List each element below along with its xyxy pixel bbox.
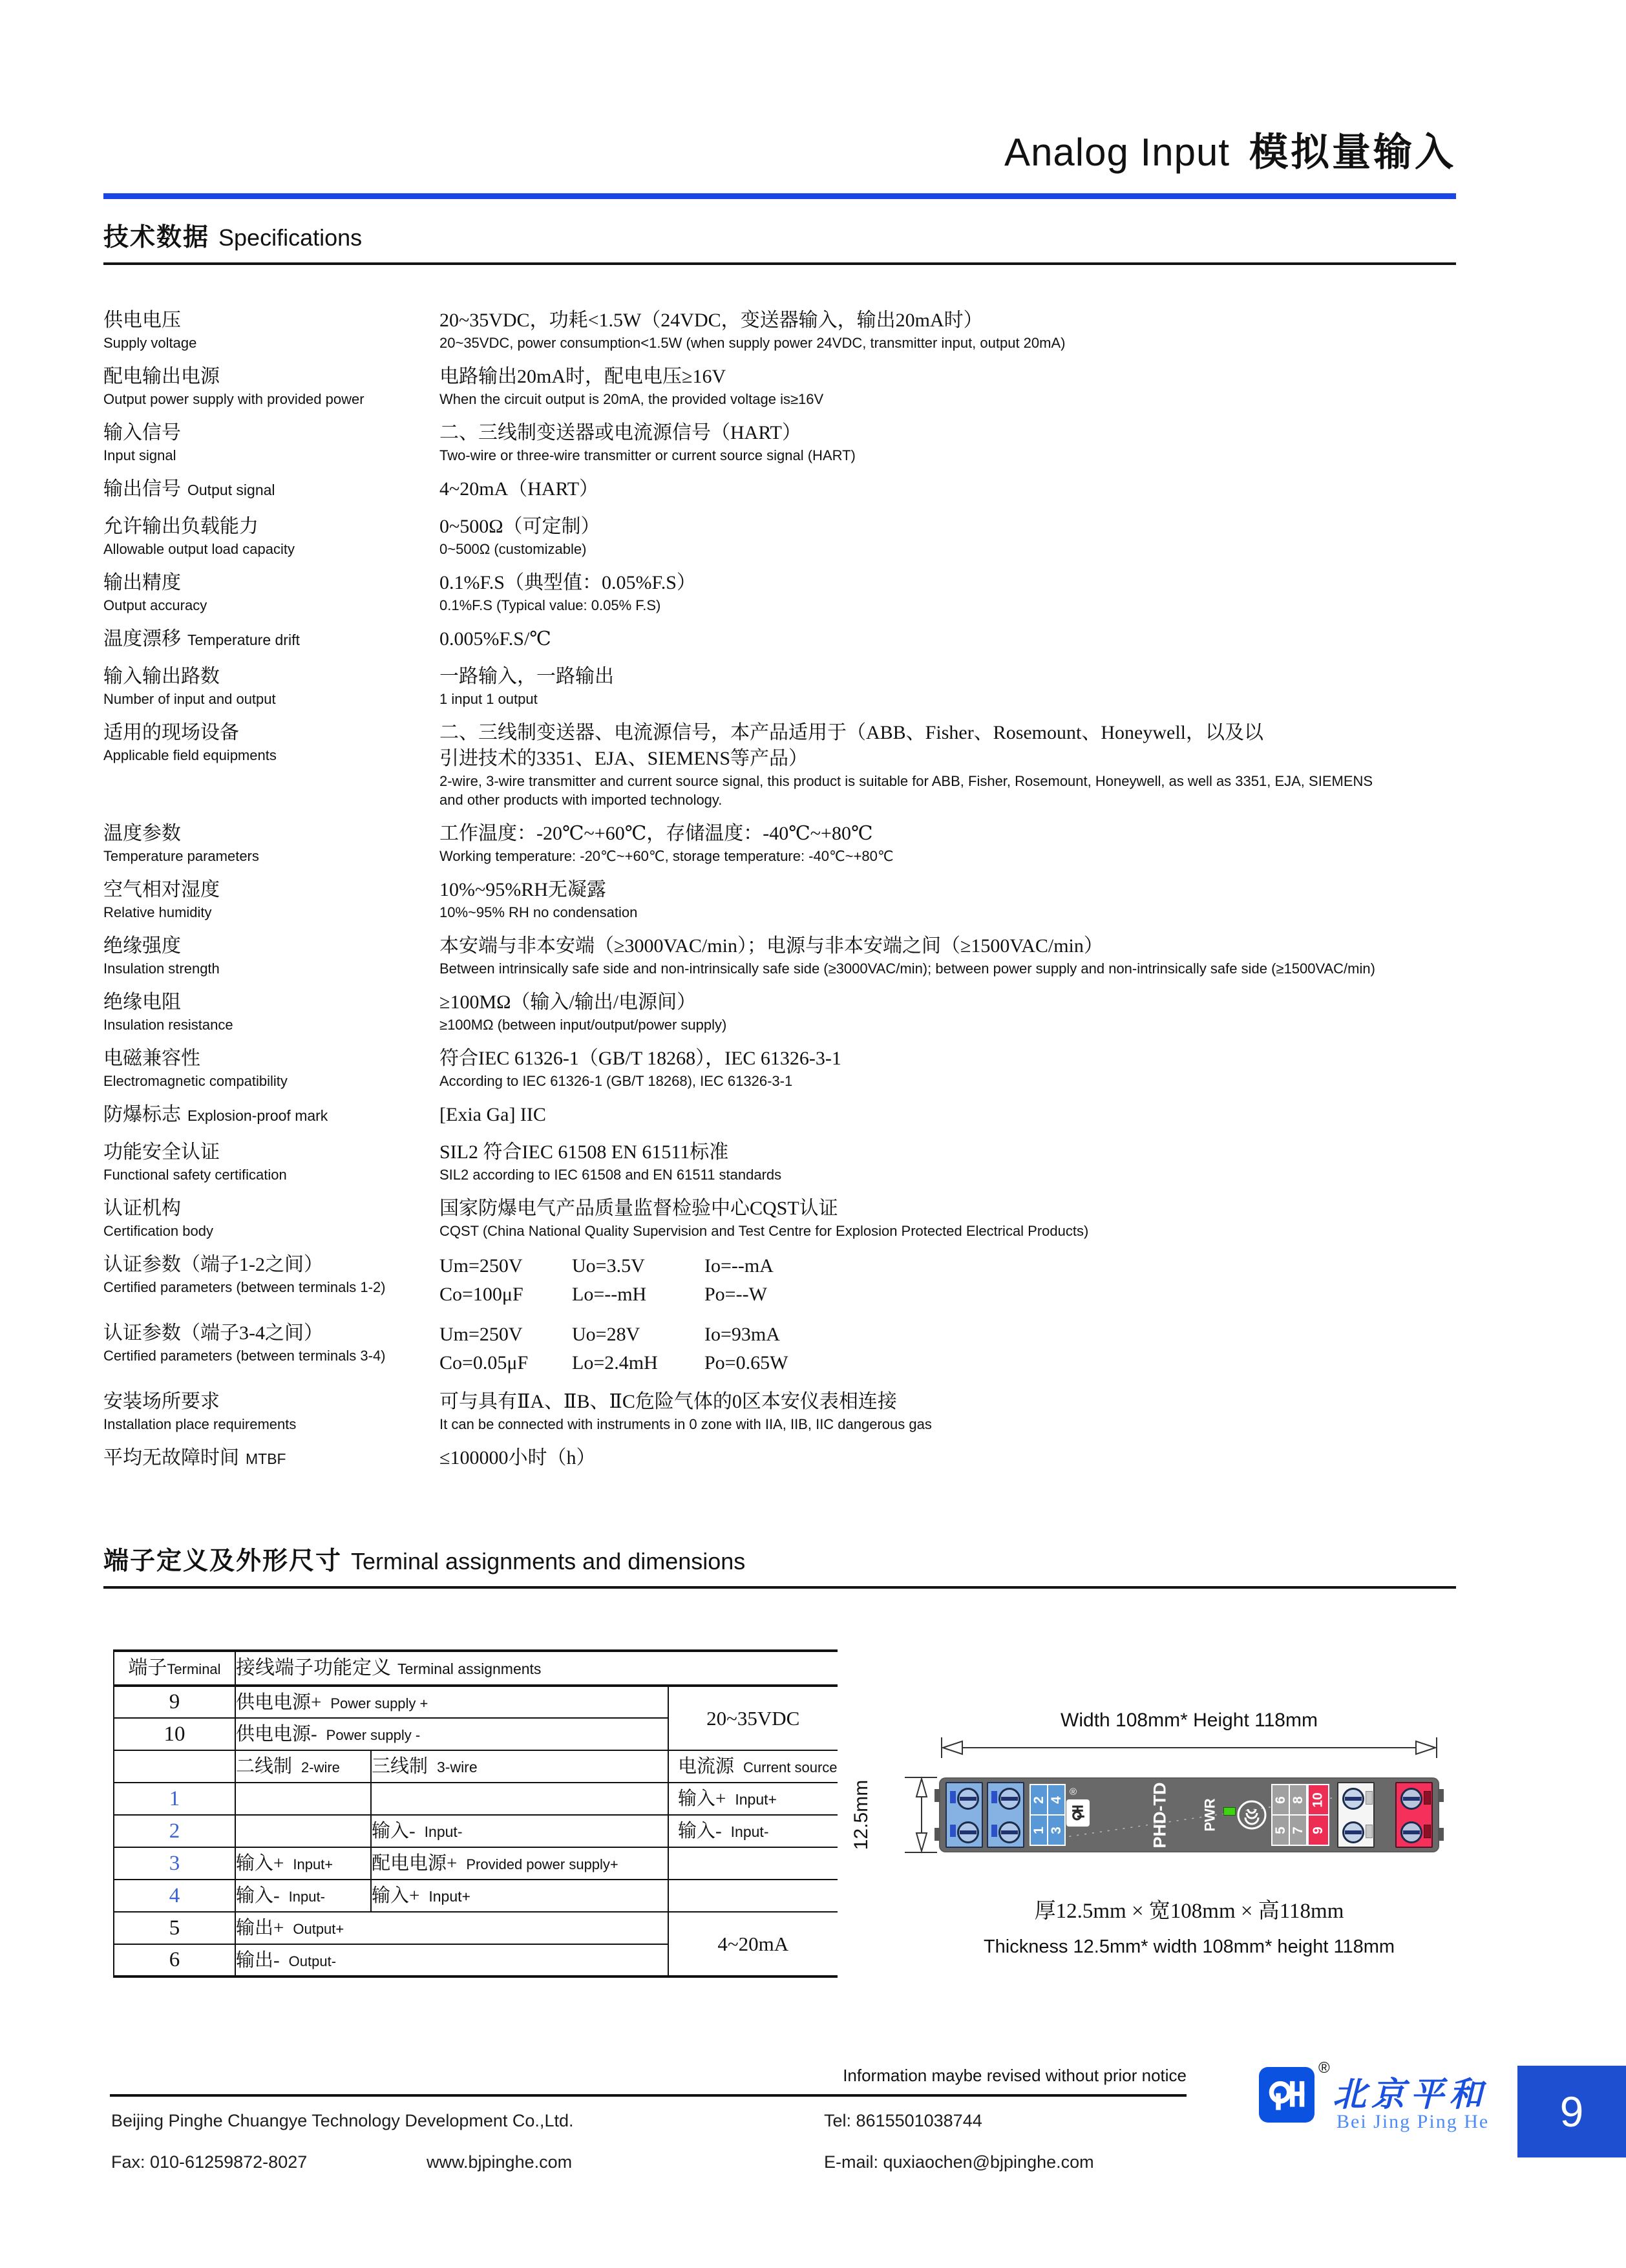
- spec-value-en: 10%~95% RH no condensation: [439, 904, 638, 920]
- spec-label-cn: 供电电压: [103, 310, 181, 331]
- wire-type-current-source-cn: 电流源: [678, 1756, 735, 1777]
- spec-label-cn: 输入输出路数: [103, 666, 220, 687]
- spec-row-output-power-supply: [103, 364, 1467, 408]
- wire-slot: [1366, 1791, 1373, 1805]
- page-number-badge: [1517, 2066, 1626, 2157]
- terminal-group-value: 4~20mA: [668, 1912, 838, 1977]
- terminal-func-en: Power supply +: [330, 1695, 428, 1712]
- terminal-func-cn: 输出+: [236, 1918, 284, 1938]
- spec-label-en: Temperature drift: [187, 631, 300, 648]
- terminal-number-grid-red: [1307, 1784, 1329, 1846]
- spec-label-cn: 认证参数（端子1-2之间）: [103, 1254, 323, 1275]
- terminal-block-white: [1337, 1782, 1375, 1848]
- spec-value-en: Between intrinsically safe side and non-intrinsically safe side (≥3000VAC/min); between power supply and non-intrinsically safe side (≥1500VAC/min): [439, 960, 1375, 977]
- spec-label-cn: 绝缘强度: [103, 935, 181, 957]
- spec-value-cn: ≥100MΩ（输入/输出/电源间）: [439, 991, 697, 1013]
- mount-notch: [934, 1828, 940, 1841]
- mount-notch: [1438, 1789, 1444, 1802]
- spec-value-en: 0.1%F.S (Typical value: 0.05% F.S): [439, 597, 661, 613]
- spec-label-en: Functional safety certification: [103, 1167, 287, 1183]
- spec-label-en: Certified parameters (between terminals 1-2): [103, 1279, 386, 1295]
- spec-label-en: Insulation resistance: [103, 1017, 233, 1033]
- spec-value-cn: 国家防爆电气产品质量监督检验中心CQST认证: [439, 1198, 838, 1219]
- spec-value-en2: and other products with imported technology.: [439, 792, 723, 808]
- param-io: Io=93mA: [704, 1324, 780, 1345]
- width-dimension-arrow: [940, 1736, 1438, 1759]
- spec-row-installation-place: [103, 1389, 1467, 1434]
- spec-label-cn: 空气相对湿度: [103, 879, 220, 900]
- spec-row-mtbf: [103, 1445, 1467, 1471]
- table-row-9: [114, 1686, 838, 1718]
- header-terminal-cn: 端子: [128, 1657, 167, 1679]
- terminal-label-2: 2: [1031, 1796, 1046, 1804]
- spec-label-cn: 输出精度: [103, 572, 181, 593]
- wire-slot: [950, 1825, 956, 1837]
- spec-row-certification-body: [103, 1196, 1467, 1240]
- specs-list: [103, 308, 1467, 1483]
- device-size-cn: 厚12.5mm × 宽108mm × 高118mm: [1034, 1900, 1344, 1923]
- spec-value-en: CQST (China National Quality Supervision and Test Centre for Explosion Protected Electrical Products): [439, 1223, 1089, 1239]
- table-row-1: [114, 1783, 838, 1815]
- terminal-func-cn: 供电电源+: [236, 1691, 322, 1713]
- spec-row-output-accuracy: [103, 570, 1467, 615]
- spec-value-cn: 20~35VDC，功耗<1.5W（24VDC，变送器输入，输出20mA时）: [439, 310, 983, 331]
- terminal-number: 9: [114, 1686, 235, 1718]
- company-logo: [1259, 2067, 1315, 2123]
- terminal-func-cn: 输入-: [678, 1821, 722, 1841]
- param-io: Io=--mA: [704, 1255, 774, 1277]
- terminals-heading-en: Terminal assignments and dimensions: [351, 1548, 746, 1574]
- spec-label-cn: 防爆标志: [103, 1104, 181, 1125]
- wire-slot: [1424, 1791, 1431, 1805]
- spec-value-cn: 工作温度：-20℃~+60℃，存储温度：-40℃~+80℃: [439, 823, 873, 844]
- table-header-row: [114, 1651, 838, 1686]
- wire-slot: [991, 1825, 997, 1837]
- terminal-func-cn: 输入+: [372, 1885, 420, 1906]
- spec-row-output-signal: [103, 476, 1467, 502]
- terminal-screw: [957, 1788, 979, 1810]
- header-terminal-en: Terminal: [167, 1661, 221, 1677]
- spec-value-cn: 符合IEC 61326-1（GB/T 18268），IEC 61326-3-1: [439, 1048, 841, 1069]
- spec-value-en: Working temperature: -20℃~+60℃, storage temperature: -40℃~+80℃: [439, 848, 894, 864]
- title-accent-rule: [103, 193, 1456, 199]
- terminal-number: 5: [114, 1912, 235, 1944]
- terminal-func-en: Power supply -: [326, 1727, 421, 1743]
- spec-row-humidity: [103, 877, 1467, 922]
- spec-label-cn: 允许输出负载能力: [103, 516, 259, 537]
- spec-label-en: Relative humidity: [103, 904, 212, 920]
- spec-value-cn: 可与具有ⅡA、ⅡB、ⅡC危险气体的0区本安仪表相连接: [439, 1391, 897, 1412]
- terminal-func-en: Input-: [424, 1823, 463, 1840]
- param-po: Po=--W: [704, 1284, 767, 1305]
- company-fax: Fax: 010-61259872-8027: [111, 2152, 308, 2172]
- terminals-section-heading: [103, 1541, 1456, 1589]
- spec-value-cn: 10%~95%RH无凝露: [439, 879, 606, 900]
- param-po: Po=0.65W: [704, 1352, 788, 1373]
- terminal-block-blue-2: [987, 1782, 1024, 1848]
- company-website: www.bjpinghe.com: [427, 2152, 573, 2172]
- page-title-cn: 模拟量输入: [1249, 131, 1456, 174]
- spec-value-en: When the circuit output is 20mA, the provided voltage is≥16V: [439, 391, 824, 407]
- spec-value-en: It can be connected with instruments in 0 zone with IIA, IIB, IIC dangerous gas: [439, 1416, 932, 1432]
- terminal-number: 2: [114, 1815, 235, 1847]
- spec-value-cn: 二、三线制变送器或电流源信号（HART）: [439, 422, 801, 443]
- spec-value-en: ≥100MΩ (between input/output/power supply): [439, 1017, 727, 1033]
- spec-label-cn: 输入信号: [103, 422, 181, 443]
- spec-label-en: Installation place requirements: [103, 1416, 297, 1432]
- spec-value-cn: 电路输出20mA时，配电电压≥16V: [439, 366, 726, 387]
- terminal-func-en: Output+: [293, 1921, 344, 1937]
- company-name: Beijing Pinghe Chuangye Technology Development Co.,Ltd.: [111, 2111, 574, 2130]
- terminal-func-en: Input+: [735, 1791, 777, 1808]
- spec-label-en: Insulation strength: [103, 960, 220, 977]
- table-row-3: [114, 1847, 838, 1880]
- spec-value-en: 2-wire, 3-wire transmitter and current source signal, this product is suitable for ABB, Fisher, Rosemount, Honeywell, as well as 3351, EJA, SIEMENS: [439, 773, 1373, 789]
- terminal-func-en: Provided power supply+: [466, 1856, 618, 1872]
- wire-slot: [1424, 1825, 1431, 1838]
- spec-value-en: SIL2 according to IEC 61508 and EN 61511 standards: [439, 1167, 782, 1183]
- spec-label-en: Temperature parameters: [103, 848, 259, 864]
- terminal-number: 1: [114, 1783, 235, 1815]
- terminal-label-10: 10: [1310, 1792, 1325, 1808]
- terminal-label-3: 3: [1048, 1826, 1064, 1834]
- spec-value-cn: 4~20mA（HART）: [439, 478, 599, 500]
- footer-rule: [110, 2094, 1187, 2097]
- terminal-func-cn: 输入+: [236, 1853, 284, 1874]
- spec-label-cn: 认证参数（端子3-4之间）: [103, 1322, 323, 1344]
- param-co: Co=100μF: [439, 1284, 523, 1305]
- specs-section-heading: [103, 217, 1456, 265]
- param-co: Co=0.05μF: [439, 1352, 529, 1373]
- spec-row-insulation-strength: [103, 933, 1467, 978]
- terminal-func-en: Input+: [293, 1856, 333, 1872]
- ph-logo-patch: [1066, 1799, 1090, 1827]
- device-size-en: Thickness 12.5mm* width 108mm* height 118mm: [983, 1936, 1395, 1957]
- mount-notch: [1438, 1828, 1444, 1841]
- terminal-screw: [998, 1788, 1020, 1810]
- spec-row-temperature-drift: [103, 626, 1467, 652]
- wire-type-current-source-en: Current source: [743, 1759, 838, 1775]
- spec-label-en: Explosion-proof mark: [187, 1107, 328, 1124]
- spec-label-cn: 电磁兼容性: [103, 1048, 200, 1069]
- terminal-screw: [1342, 1788, 1364, 1810]
- ccc-mark-icon: [1236, 1799, 1267, 1830]
- terminal-label-1: 1: [1031, 1826, 1046, 1834]
- company-tel: Tel: 8615501038744: [824, 2111, 982, 2130]
- terminal-label-9: 9: [1311, 1826, 1325, 1834]
- terminal-number: 3: [114, 1847, 235, 1880]
- spec-value-cn: ≤100000小时（h）: [439, 1447, 596, 1468]
- terminal-func-cn: 配电电源+: [372, 1853, 458, 1874]
- spec-label-en: Certified parameters (between terminals 3-4): [103, 1348, 386, 1364]
- terminal-number: 6: [114, 1944, 235, 1977]
- wire-slot: [991, 1791, 997, 1803]
- spec-row-supply-voltage: [103, 308, 1467, 352]
- spec-value-en: 20~35VDC, power consumption<1.5W (when supply power 24VDC, transmitter input, output 20mA): [439, 335, 1066, 351]
- spec-label-en: Input signal: [103, 447, 176, 463]
- terminal-screw: [957, 1821, 979, 1843]
- spec-row-emc: [103, 1046, 1467, 1090]
- brand-name-en: Bei Jing Ping He: [1336, 2111, 1490, 2132]
- terminal-screw: [1400, 1788, 1422, 1810]
- page-title-en: Analog Input: [1004, 131, 1230, 174]
- terminal-label-8: 8: [1290, 1796, 1305, 1804]
- spec-label-cn: 认证机构: [103, 1198, 181, 1219]
- terminal-number-grid-gray: [1271, 1784, 1307, 1846]
- ph-logo-icon: [1267, 2075, 1307, 2115]
- device-model-label: PHD-TD: [1150, 1782, 1170, 1848]
- thickness-dimension-label: 12.5mm: [850, 1779, 872, 1850]
- spec-label-cn: 输出信号: [103, 478, 181, 500]
- terminal-func-en: Input+: [428, 1888, 470, 1905]
- specs-heading-en: Specifications: [218, 224, 363, 251]
- spec-value-en: 0~500Ω (customizable): [439, 541, 587, 557]
- terminal-number-grid-blue: [1029, 1784, 1066, 1846]
- brand-name-cn: 北京平和: [1333, 2077, 1488, 2114]
- terminal-group-value: 20~35VDC: [668, 1686, 838, 1750]
- spec-label-cn: 温度参数: [103, 823, 181, 844]
- terminal-label-7: 7: [1290, 1826, 1305, 1834]
- terminal-func-cn: 供电电源-: [236, 1724, 317, 1744]
- spec-label-en: Output accuracy: [103, 597, 207, 613]
- param-uo: Uo=3.5V: [572, 1255, 645, 1277]
- isolator-module-drawing: [940, 1779, 1438, 1851]
- wire-type-2wire-cn: 二线制: [236, 1756, 293, 1777]
- terminals-heading-cn: 端子定义及外形尺寸: [103, 1547, 343, 1575]
- page-number: 9: [1559, 2088, 1584, 2136]
- spec-row-certified-params-1-2: [103, 1252, 1467, 1309]
- terminal-screw: [1342, 1821, 1364, 1843]
- terminal-label-5: 5: [1272, 1826, 1288, 1834]
- spec-row-io-count: [103, 664, 1467, 708]
- terminal-func-cn: 输入-: [236, 1885, 280, 1906]
- spec-label-en: Applicable field equipments: [103, 747, 277, 763]
- terminal-number: 10: [114, 1718, 235, 1750]
- spec-label-cn: 安装场所要求: [103, 1391, 220, 1412]
- spec-row-functional-safety: [103, 1139, 1467, 1184]
- param-lo: Lo=2.4mH: [572, 1352, 658, 1373]
- spec-row-insulation-resistance: [103, 990, 1467, 1034]
- spec-value-cn: 一路输入，一路输出: [439, 666, 614, 687]
- spec-label-en: Electromagnetic compatibility: [103, 1073, 288, 1089]
- spec-value-en: According to IEC 61326-1 (GB/T 18268), IEC 61326-3-1: [439, 1073, 793, 1089]
- width-height-dimension-label: Width 108mm* Height 118mm: [1061, 1710, 1318, 1731]
- spec-row-input-signal: [103, 420, 1467, 465]
- wire-slot: [1366, 1825, 1373, 1838]
- spec-value-cn: [Exia Ga] IIC: [439, 1104, 546, 1125]
- spec-label-cn: 平均无故障时间: [103, 1447, 239, 1468]
- power-led: [1223, 1807, 1236, 1816]
- specs-heading-cn: 技术数据: [103, 224, 210, 251]
- table-row-4: [114, 1880, 838, 1912]
- spec-value-cn: 本安端与非本安端（≥3000VAC/min）；电源与非本安端之间（≥1500VAC/min）: [439, 935, 1103, 957]
- spec-value-cn: 二、三线制变送器、电流源信号，本产品适用于（ABB、Fisher、Rosemount、Honeywell，以及以: [439, 722, 1263, 743]
- terminal-func-en: Input-: [730, 1823, 769, 1840]
- terminal-screw: [998, 1821, 1020, 1843]
- spec-label-en: Number of input and output: [103, 691, 276, 707]
- terminal-screw: [1400, 1821, 1422, 1843]
- spec-value-cn: 0.1%F.S（典型值：0.05%F.S）: [439, 572, 696, 593]
- spec-label-en: Output signal: [187, 482, 275, 498]
- spec-label-en: Supply voltage: [103, 335, 197, 351]
- spec-value-cn: 0~500Ω（可定制）: [439, 516, 600, 537]
- terminal-func-cn: 输入+: [678, 1788, 726, 1809]
- terminal-func-en: Output-: [288, 1953, 337, 1969]
- terminal-func-en: Input-: [288, 1889, 325, 1905]
- table-row-2: [114, 1815, 838, 1847]
- spec-label-cn: 温度漂移: [103, 628, 181, 650]
- spec-label-en: MTBF: [246, 1450, 286, 1467]
- spec-row-load-capacity: [103, 514, 1467, 558]
- spec-row-certified-params-3-4: [103, 1320, 1467, 1377]
- spec-value-cn: 0.005%F.S/℃: [439, 628, 551, 650]
- wire-slot: [950, 1791, 956, 1803]
- spec-label-cn: 适用的现场设备: [103, 722, 239, 743]
- company-email: E-mail: quxiaochen@bjpinghe.com: [824, 2152, 1094, 2172]
- ph-logo-icon: [1070, 1805, 1086, 1821]
- spec-value-cn: SIL2 符合IEC 61508 EN 61511标准: [439, 1141, 729, 1163]
- table-row-wire-types: [114, 1750, 838, 1783]
- table-row-5: [114, 1912, 838, 1944]
- terminal-block-blue-1: [945, 1782, 983, 1848]
- param-um: Um=250V: [439, 1324, 523, 1345]
- param-uo: Uo=28V: [572, 1324, 640, 1345]
- page-title: [103, 122, 1456, 177]
- registered-mark-icon: ®: [1070, 1786, 1077, 1797]
- revision-notice: Information maybe revised without prior notice: [843, 2066, 1187, 2085]
- spec-label-cn: 绝缘电阻: [103, 991, 181, 1013]
- terminal-table: [113, 1649, 838, 1978]
- spec-label-en: Allowable output load capacity: [103, 541, 295, 557]
- spec-label-en: Certification body: [103, 1223, 213, 1239]
- spec-row-field-equipment: [103, 720, 1467, 809]
- registered-mark-icon: ®: [1318, 2059, 1330, 2077]
- wire-type-3wire-cn: 三线制: [372, 1756, 428, 1777]
- param-um: Um=250V: [439, 1255, 523, 1277]
- header-assignments-en: Terminal assignments: [397, 1660, 542, 1677]
- spec-value-cn2: 引进技术的3351、EJA、SIEMENS等产品）: [439, 748, 808, 769]
- terminal-func-cn: 输出-: [236, 1949, 280, 1971]
- wire-type-3wire-en: 3-wire: [437, 1759, 478, 1775]
- terminal-label-4: 4: [1048, 1796, 1064, 1804]
- spec-label-en: Output power supply with provided power: [103, 391, 364, 407]
- spec-label-cn: 功能安全认证: [103, 1141, 220, 1163]
- power-led-label: PWR: [1202, 1798, 1219, 1832]
- terminal-block-red: [1395, 1782, 1433, 1848]
- terminal-number: 4: [114, 1880, 235, 1912]
- spec-value-en: Two-wire or three-wire transmitter or current source signal (HART): [439, 447, 856, 463]
- spec-row-temperature-params: [103, 821, 1467, 865]
- header-assignments-cn: 接线端子功能定义: [236, 1657, 391, 1679]
- thickness-dimension-arrow: [902, 1776, 938, 1854]
- spec-label-cn: 配电输出电源: [103, 366, 220, 387]
- spec-row-explosion-proof-mark: [103, 1102, 1467, 1128]
- mount-notch: [934, 1789, 940, 1802]
- terminal-label-6: 6: [1272, 1796, 1288, 1804]
- param-lo: Lo=--mH: [572, 1284, 647, 1305]
- spec-value-en: 1 input 1 output: [439, 691, 538, 707]
- wire-type-2wire-en: 2-wire: [301, 1759, 340, 1775]
- terminal-func-cn: 输入-: [372, 1821, 416, 1841]
